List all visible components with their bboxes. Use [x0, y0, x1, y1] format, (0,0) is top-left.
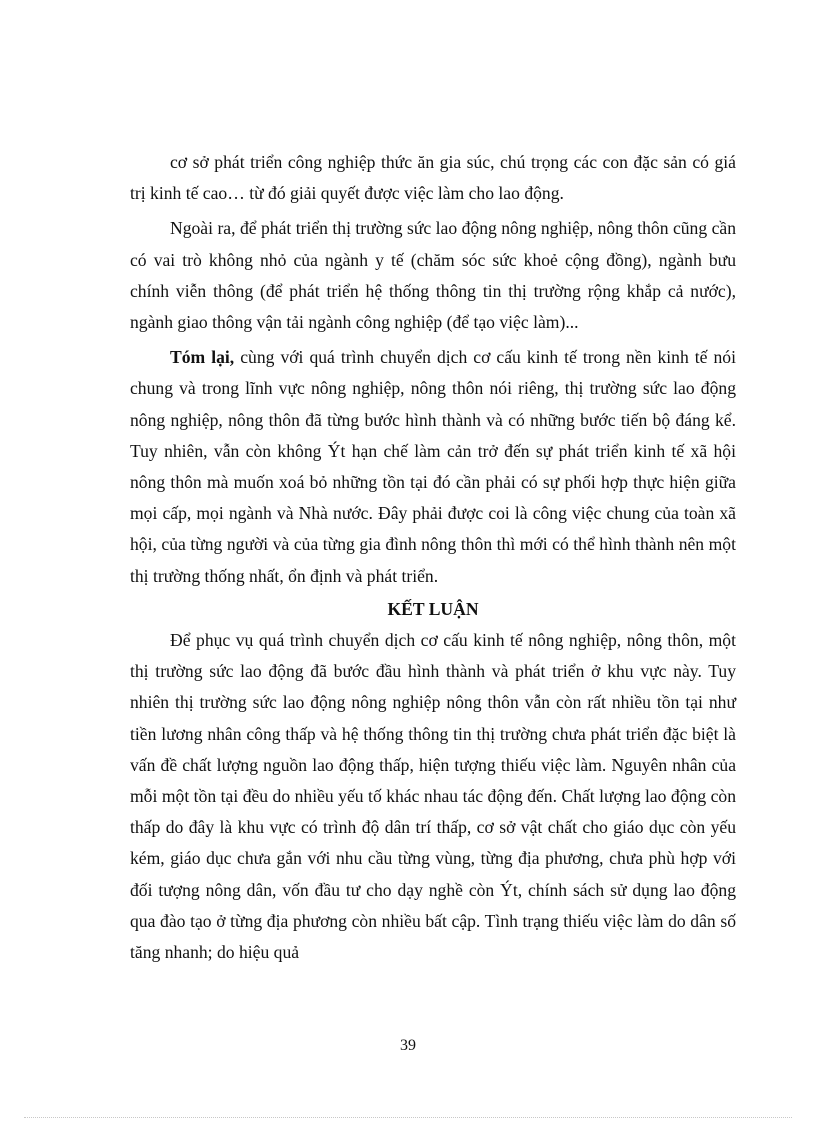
- page-number: 39: [400, 1037, 416, 1054]
- paragraph-conclusion: Để phục vụ quá trình chuyển dịch cơ cấu kinh tế nông nghiệp, nông thôn, một thị trường sức lao động đã bước đầu hình thành và phát triển ở khu vực này. Tuy nhiên thị trường sức lao động nông nghiệp nông thôn vẫn còn rất nhiều tồn tại như tiền lương nhân công thấp và hệ thống thông tin thị trường chưa phát triển đặc biệt là vấn đề chất lượng nguồn lao động thấp, hiện tượng thiếu việc làm. Nguyên nhân của mỗi một tồn tại đều do nhiều yếu tố khác nhau tác động đến. Chất lượng lao động còn thấp do đây là khu vực có trình độ dân trí thấp, cơ sở vật chất cho giáo dục còn yếu kém, giáo dục chưa gắn với nhu cầu từng vùng, từng địa phương, chưa phù hợp với đối tượng nông dân, vốn đầu tư cho dạy nghề còn Ýt, chính sách sử dụng lao động qua đào tạo ở từng địa phương còn nhiều bất cập. Tình trạng thiếu việc làm do dân số tăng nhanh; do hiệu quả: [130, 630, 736, 963]
- paragraph-other-sectors: Ngoài ra, để phát triển thị trường sức lao động nông nghiệp, nông thôn cũng cần có vai trò không nhỏ của ngành y tế (chăm sóc sức khoẻ cộng đồng), ngành bưu chính viễn thông (để phát triển hệ thống thông tin thị trường rộng khắp cả nước), ngành giao thông vận tải ngành công nghiệp (để tạo việc làm)...: [130, 218, 736, 333]
- summary-body: cùng với quá trình chuyển dịch cơ cấu kinh tế trong nền kinh tế nói chung và trong lĩnh vực nông nghiệp, nông thôn nói riêng, thị trường sức lao động nông nghiệp, nông thôn đã từng bước hình thành và có những bước tiến bộ đáng kể. Tuy nhiên, vẫn còn không Ýt hạn chế làm cản trở đến sự phát triển kinh tế xã hội nông thôn mà muốn xoá bỏ những tồn tại đó cần phải có sự phối hợp thực hiện giữa mọi cấp, mọi ngành và Nhà nước. Đây phải được coi là công việc chung của toàn xã hội, của từng người và của từng gia đình nông thôn thì mới có thể hình thành nên một thị trường thống nhất, ổn định và phát triển.: [130, 347, 736, 586]
- summary-lead: Tóm lại,: [170, 347, 235, 368]
- paragraph-continuation: cơ sở phát triển công nghiệp thức ăn gia súc, chú trọng các con đặc sản có giá trị kinh tế cao… từ đó giải quyết được việc làm cho lao động.: [130, 152, 736, 204]
- body-text: [130, 147, 736, 968]
- paragraph-summary: [130, 342, 736, 592]
- page-bottom-divider: [24, 1117, 792, 1118]
- section-heading-conclusion: KẾT LUẬN: [387, 598, 479, 619]
